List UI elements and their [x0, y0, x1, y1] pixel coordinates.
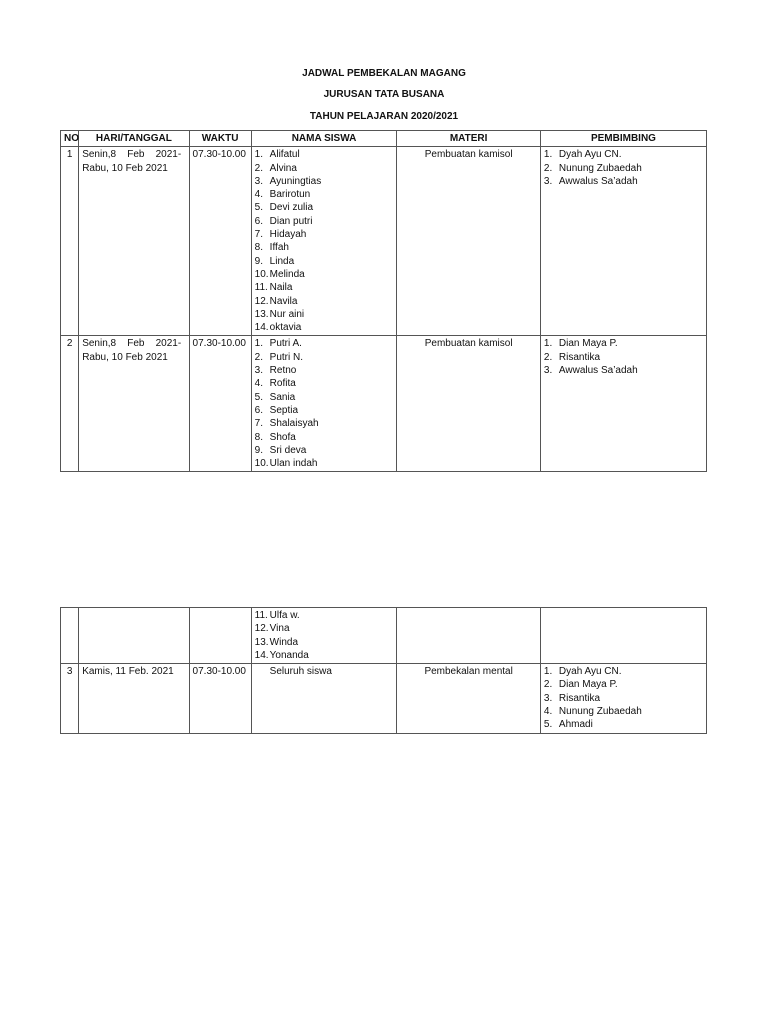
row-time: 07.30-10.00	[189, 664, 251, 733]
list-number: 4.	[254, 189, 264, 201]
list-item	[255, 364, 394, 377]
list-item	[255, 241, 394, 254]
mentor-name: Nunung Zubaedah	[558, 706, 642, 718]
student-name: Winda	[269, 636, 299, 648]
list-item	[255, 255, 394, 268]
student-name: Shalaisyah	[269, 418, 319, 430]
list-item	[255, 162, 394, 175]
student-name: Putri A.	[269, 338, 302, 350]
list-item	[255, 201, 394, 214]
student-name: Vina	[269, 623, 290, 635]
list-item	[255, 377, 394, 390]
row-mentors	[540, 608, 706, 664]
header-time: WAKTU	[189, 131, 251, 147]
list-number: 4.	[254, 378, 264, 390]
mentor-name: Risantika	[558, 351, 601, 363]
list-number: 10.	[254, 458, 269, 470]
list-item	[255, 649, 394, 662]
list-item	[255, 308, 394, 321]
list-item	[255, 391, 394, 404]
row-no: 1	[61, 147, 79, 336]
list-number: 6.	[254, 215, 264, 227]
student-name: Linda	[269, 255, 295, 267]
list-number: 11.	[254, 610, 268, 621]
header-material: MATERI	[397, 131, 541, 147]
row-day-line1: Senin,8 Feb 2021-	[82, 338, 182, 350]
list-number: 8.	[254, 242, 264, 254]
list-number: 5.	[254, 391, 264, 403]
row-material: Pembuatan kamisol	[397, 336, 541, 472]
row-day-line2: Rabu, 10 Feb 2021	[82, 351, 168, 363]
list-item	[544, 337, 703, 350]
row-day-line2: Rabu, 10 Feb 2021	[82, 162, 168, 174]
row-no: 2	[61, 336, 79, 472]
list-item	[255, 295, 394, 308]
row-day: Kamis, 11 Feb. 2021	[79, 664, 189, 733]
list-item	[255, 281, 394, 294]
document-title: JADWAL PEMBEKALAN MAGANG	[302, 68, 466, 79]
list-number: 2.	[543, 679, 553, 691]
list-item	[544, 678, 703, 691]
mentor-name: Ahmadi	[558, 719, 593, 731]
student-name: Devi zulia	[269, 202, 314, 214]
row-material	[397, 608, 541, 664]
mentor-name: Dian Maya P.	[558, 338, 618, 350]
student-name: Putri N.	[269, 351, 304, 363]
list-item	[255, 431, 394, 444]
row-names	[251, 147, 397, 336]
row-material: Pembekalan mental	[397, 664, 541, 733]
list-number: 5.	[254, 202, 264, 214]
list-item	[255, 444, 394, 457]
row-no: 3	[61, 664, 79, 733]
list-number: 3.	[543, 365, 553, 377]
table-header-row	[61, 131, 707, 147]
list-item	[544, 364, 703, 377]
list-number: 6.	[254, 404, 264, 416]
list-item	[255, 636, 394, 649]
list-number: 2.	[543, 162, 553, 174]
list-item	[544, 705, 703, 718]
list-number: 10.	[254, 268, 269, 280]
student-name: Sri deva	[269, 444, 307, 456]
header-day: HARI/TANGGAL	[79, 131, 189, 147]
student-name: Nur aini	[269, 308, 305, 320]
student-name: Ulfa w.	[269, 610, 300, 621]
table-row	[61, 336, 707, 472]
student-name: Hidayah	[269, 229, 307, 241]
student-name: Dian putri	[269, 215, 313, 227]
student-name: Septia	[269, 404, 299, 416]
table-row	[61, 147, 707, 336]
list-number: 1.	[543, 666, 553, 678]
student-name: Iffah	[269, 242, 289, 254]
list-number: 1.	[254, 149, 264, 161]
list-item	[255, 622, 394, 635]
student-name: Shofa	[269, 431, 296, 443]
list-number: 2.	[254, 351, 264, 363]
student-name: Alifatul	[269, 149, 300, 161]
document-subtitle-year: TAHUN PELAJARAN 2020/2021	[309, 111, 459, 122]
row-no	[61, 608, 79, 664]
list-item	[544, 175, 703, 188]
row-mentors	[540, 664, 706, 733]
list-number: 9.	[254, 444, 264, 456]
list-item	[544, 665, 703, 678]
student-name: Naila	[269, 282, 293, 294]
student-name: Sania	[269, 391, 296, 403]
header-names: NAMA SISWA	[251, 131, 397, 147]
list-number: 4.	[543, 706, 553, 718]
list-number: 2.	[254, 162, 264, 174]
list-item	[255, 188, 394, 201]
student-name: Melinda	[269, 268, 305, 280]
row-time	[189, 608, 251, 664]
row-day	[79, 336, 189, 472]
mentor-name: Awwalus Sa’adah	[558, 365, 638, 377]
list-item	[255, 228, 394, 241]
list-number: 5.	[543, 719, 553, 731]
list-item	[544, 692, 703, 705]
list-number: 12.	[254, 295, 269, 307]
list-number: 13.	[254, 636, 269, 648]
list-item	[544, 162, 703, 175]
list-number: 12.	[254, 623, 269, 635]
list-item	[255, 337, 394, 350]
student-name: Rofita	[269, 378, 296, 390]
list-item	[255, 457, 394, 470]
all-students-text: Seluruh siswa	[269, 666, 332, 678]
table-row	[61, 664, 707, 733]
header-mentor: PEMBIMBING	[540, 131, 706, 147]
list-item	[255, 417, 394, 430]
list-number: 9.	[254, 255, 264, 267]
row-time: 07.30-10.00	[189, 336, 251, 472]
list-number: 8.	[254, 431, 264, 443]
list-item	[255, 609, 394, 622]
list-number: 7.	[254, 418, 264, 430]
row-mentors	[540, 336, 706, 472]
row-time: 07.30-10.00	[189, 147, 251, 336]
list-item	[255, 268, 394, 281]
row-material: Pembuatan kamisol	[397, 147, 541, 336]
mentor-name: Awwalus Sa’adah	[558, 175, 638, 187]
list-number: 3.	[254, 175, 264, 187]
mentor-name: Dian Maya P.	[558, 679, 618, 691]
student-name: Ulan indah	[269, 458, 318, 470]
table-row-continuation	[61, 608, 707, 664]
list-number: 1.	[254, 338, 264, 350]
mentor-name: Nunung Zubaedah	[558, 162, 642, 174]
student-name: Retno	[269, 365, 297, 377]
student-name: oktavia	[269, 322, 302, 334]
list-item	[544, 718, 703, 731]
list-number: 3.	[254, 365, 264, 377]
row-mentors	[540, 147, 706, 336]
row-names	[251, 664, 397, 733]
document-subtitle-department: JURUSAN TATA BUSANA	[323, 89, 445, 100]
schedule-table-page2	[60, 607, 707, 734]
row-names	[251, 608, 397, 664]
list-number: 3.	[543, 175, 553, 187]
student-name: Navila	[269, 295, 298, 307]
mentor-name: Dyah Ayu CN.	[558, 149, 622, 161]
list-number: 14.	[254, 649, 269, 661]
list-number: 3.	[543, 692, 553, 704]
student-name: Barirotun	[269, 189, 311, 201]
mentor-name: Dyah Ayu CN.	[558, 666, 622, 678]
list-number: 11.	[254, 282, 268, 294]
list-number: 2.	[543, 351, 553, 363]
mentor-name: Risantika	[558, 692, 601, 704]
student-name: Alvina	[269, 162, 297, 174]
student-name: Ayuningtias	[269, 175, 322, 187]
list-number: 13.	[254, 308, 269, 320]
list-item	[255, 404, 394, 417]
list-item	[255, 351, 394, 364]
header-no: NO	[61, 131, 79, 147]
row-day-line1: Senin,8 Feb 2021-	[82, 149, 182, 161]
student-name: Yonanda	[269, 649, 309, 661]
list-item	[255, 175, 394, 188]
schedule-table-page1	[60, 130, 707, 472]
row-day	[79, 608, 189, 664]
list-item	[544, 351, 703, 364]
row-day	[79, 147, 189, 336]
list-item	[255, 215, 394, 228]
list-item	[255, 321, 394, 334]
row-names	[251, 336, 397, 472]
list-item	[255, 148, 394, 161]
list-number: 14.	[254, 322, 269, 334]
list-number: 7.	[254, 229, 264, 241]
list-item	[544, 148, 703, 161]
list-number: 1.	[543, 338, 553, 350]
list-number: 1.	[543, 149, 553, 161]
